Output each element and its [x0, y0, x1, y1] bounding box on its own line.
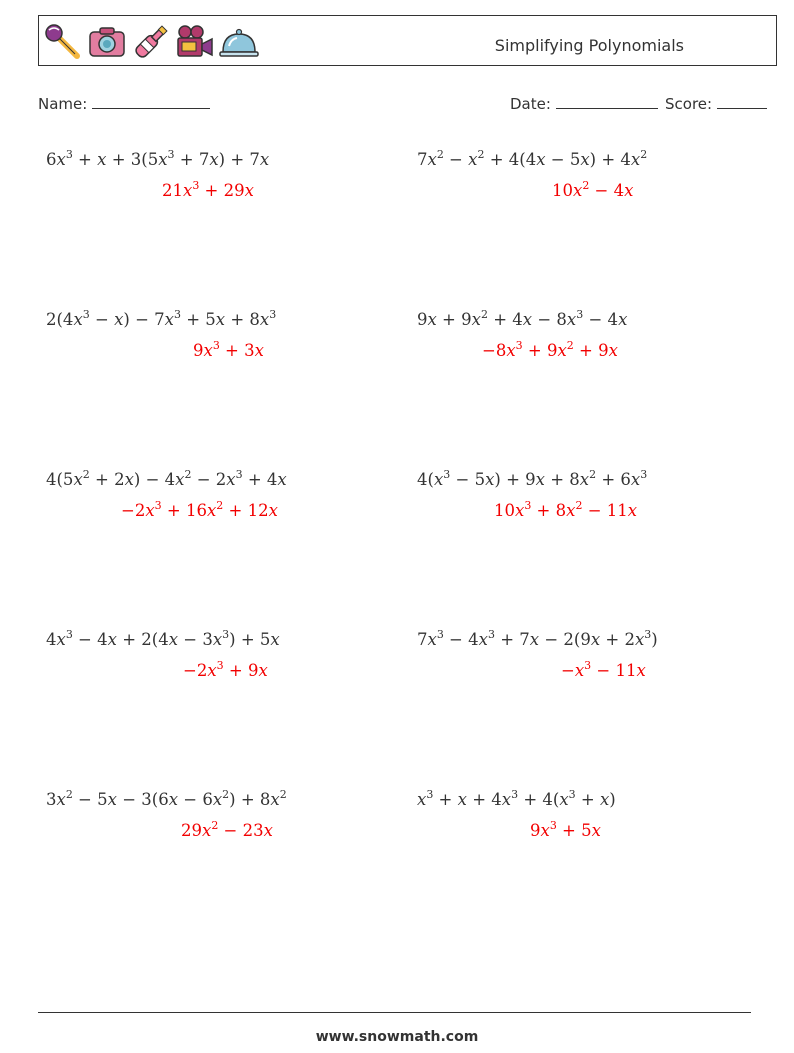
problem-10-answer: $9x^3 + 5x$ [530, 819, 601, 840]
camera-icon [87, 22, 127, 62]
problem-3-answer: $9x^3 + 3x$ [193, 339, 264, 360]
worksheet-title: Simplifying Polynomials [494, 36, 684, 55]
problem-5-answer: $-2x^3 + 16x^2 + 12x$ [121, 499, 278, 520]
problem-8-answer: $-x^3 - 11x$ [561, 659, 646, 680]
microphone-icon [43, 22, 83, 62]
problem-9-answer: $29x^2 - 23x$ [181, 819, 273, 840]
movie-camera-icon [175, 22, 215, 62]
problem-6-question: $4(x^3 - 5x) + 9x + 8x^2 + 6x^3$ [417, 468, 648, 489]
cloche-icon [219, 22, 259, 62]
problem-1-answer: $21x^3 + 29x$ [162, 179, 254, 200]
problem-10-question: $x^3 + x + 4x^3 + 4(x^3 + x)$ [417, 788, 616, 809]
score-field [665, 94, 767, 113]
problem-2-answer: $10x^2 - 4x$ [552, 179, 634, 200]
score-label: Score: [665, 95, 713, 113]
problem-3-question: $2(4x^3 - x) - 7x^3 + 5x + 8x^3$ [46, 308, 277, 329]
header-box [38, 15, 777, 66]
score-blank[interactable] [717, 94, 767, 109]
problem-9-question: $3x^2 - 5x - 3(6x - 6x^2) + 8x^2$ [46, 788, 287, 809]
problem-5-question: $4(5x^2 + 2x) - 4x^2 - 2x^3 + 4x$ [46, 468, 287, 489]
date-label: Date: [510, 95, 551, 113]
name-label: Name: [38, 95, 88, 113]
date-field [510, 94, 658, 113]
problem-6-answer: $10x^3 + 8x^2 - 11x$ [494, 499, 638, 520]
problem-8-question: $7x^3 - 4x^3 + 7x - 2(9x + 2x^3)$ [417, 628, 658, 649]
name-blank[interactable] [92, 94, 210, 109]
problem-2-question: $7x^2 - x^2 + 4(4x - 5x) + 4x^2$ [417, 148, 648, 169]
name-field [38, 94, 210, 113]
problem-7-question: $4x^3 - 4x + 2(4x - 3x^3) + 5x$ [46, 628, 280, 649]
date-blank[interactable] [556, 94, 658, 109]
footer-url[interactable]: www.snowmath.com [315, 1029, 479, 1045]
problem-1-question: $6x^3 + x + 3(5x^3 + 7x) + 7x$ [46, 148, 270, 169]
problem-4-question: $9x + 9x^2 + 4x - 8x^3 - 4x$ [417, 308, 628, 329]
header-icons [43, 22, 259, 62]
champagne-bottle-icon [131, 22, 171, 62]
problem-7-answer: $-2x^3 + 9x$ [183, 659, 268, 680]
problem-4-answer: $-8x^3 + 9x^2 + 9x$ [482, 339, 618, 360]
footer-divider [38, 1012, 751, 1013]
